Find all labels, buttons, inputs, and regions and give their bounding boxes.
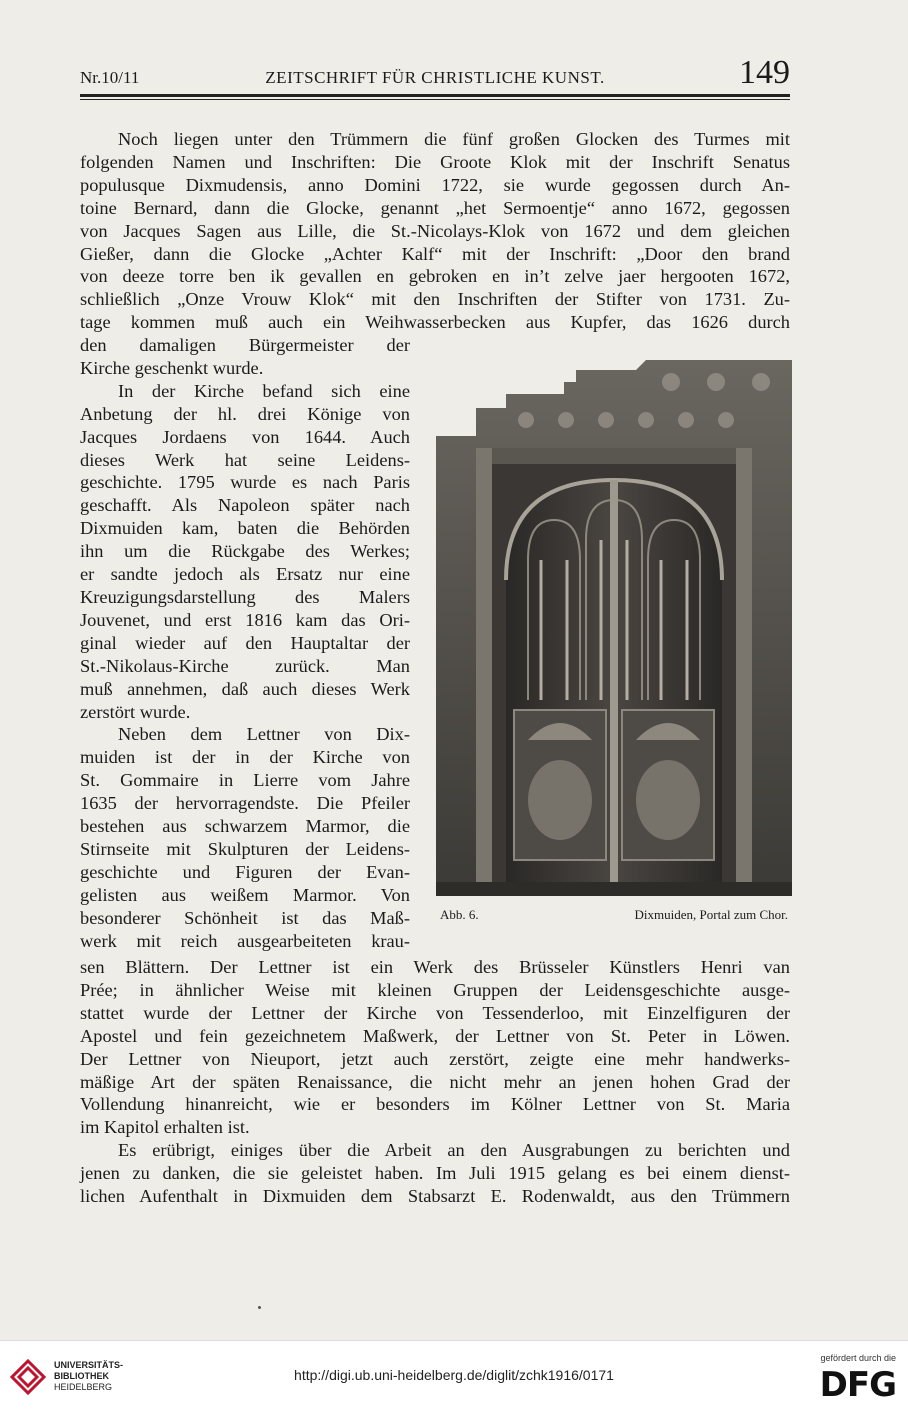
text-line: Vollendung hinanreicht, wie er besonders im Kölner Lettner von St. Maria [80, 1094, 790, 1115]
text-line: muß annehmen, daß auch dieses Werk [80, 678, 410, 699]
figure-label: Abb. 6. [440, 907, 479, 922]
text-line: Prée; in ähnlicher Weise mit kleinen Gruppen der Leidensgeschichte ausge- [80, 979, 790, 1000]
text-line: Neben dem Lettner von Dix- [118, 724, 410, 745]
text-line: toine Bernard, dann die Glocke, genannt „het Sermoentje“ anno 1672, gegossen [80, 197, 790, 218]
text-line: gelisten aus weißem Marmor. Von [80, 884, 410, 905]
text-line: ginal wieder auf den Hauptaltar der [80, 632, 410, 653]
text-line: Stirnseite mit Skulpturen der Leidens- [80, 838, 410, 859]
figure-caption [436, 907, 792, 925]
header-rule-thick [80, 94, 790, 97]
dfg-logo: DFG [819, 1365, 896, 1405]
text-line: von deeze torre ben ik gevallen en gebroken en in’t zelve jaer hergooten 1672, [80, 266, 790, 287]
text-line: Anbetung der hl. drei Könige von [80, 403, 410, 424]
library-line-3: HEIDELBERG [54, 1382, 113, 1392]
text-line: populusque Dixmudensis, anno Domini 1722, sie wurde gegossen durch An- [80, 174, 790, 195]
paragraph-bells [80, 128, 790, 334]
text-line: geschichte und Figuren der Evan- [80, 861, 410, 882]
text-line: werk mit reich ausgearbeiteten krau- [80, 930, 410, 951]
header-rule-thin [80, 99, 790, 100]
text-line: Noch liegen unter den Trümmern die fünf großen Glocken des Turmes mit [118, 129, 790, 149]
text-line: geschichte. 1795 wurde es nach Paris [80, 472, 410, 493]
viewer-footer [0, 1340, 908, 1412]
text-line: Jouvenet, und erst 1816 kam das Ori- [80, 609, 410, 630]
text-line: St.-Nikolaus-Kirche zurück. Man [80, 655, 410, 676]
text-line: stattet wurde der Lettner der Kirche von Tessenderloo, mit Einzelfiguren der [80, 1002, 790, 1023]
print-speck [258, 1306, 261, 1309]
library-line-1: UNIVERSITÄTS- [54, 1360, 124, 1370]
text-line: 1635 der hervorragendste. Die Pfeiler [80, 793, 410, 814]
text-line: lichen Aufenthalt in Dixmuiden dem Stabsarzt E. Rodenwaldt, aus den Trümmern [80, 1186, 790, 1207]
permalink-url[interactable]: http://digi.ub.uni-heidelberg.de/diglit/zchk1916/0171 [294, 1367, 614, 1383]
text-line: tage kommen muß auch ein Weihwasserbecken aus Kupfer, das 1626 durch [80, 312, 790, 333]
journal-title: ZEITSCHRIFT FÜR CHRISTLICHE KUNST. [265, 68, 605, 87]
text-line: von Jacques Sagen aus Lille, die St.-Nicolays-Klok von 1672 und dem gleichen [80, 220, 790, 241]
text-line: Der Lettner von Nieuport, jetzt auch zerstört, zeigte eine mehr handwerks- [80, 1048, 790, 1069]
text-line: geschafft. Als Napoleon später nach [80, 495, 410, 516]
text-line: In der Kirche befand sich eine [118, 380, 410, 401]
text-line: Kreuzigungsdarstellung des Malers [80, 586, 410, 607]
text-line: folgenden Namen und Inschriften: Die Groote Klok mit der Inschrift Senatus [80, 151, 790, 172]
text-line: dieses Werk hat seine Leidens- [80, 449, 410, 470]
text-line: zerstört wurde. [80, 701, 191, 722]
text-line: Apostel und fein gezeichnetem Maßwerk, der Lettner von St. Peter in Löwen. [80, 1025, 790, 1046]
portal-photograph [436, 360, 792, 896]
text-line: St. Gommaire in Lierre vom Jahre [80, 770, 410, 791]
text-line: sen Blättern. Der Lettner ist ein Werk des Brüsseler Künstlers Henri van [80, 957, 790, 977]
figure-caption-text: Dixmuiden, Portal zum Chor. [634, 907, 788, 922]
running-header [80, 54, 790, 94]
text-line: Gießer, dann die Glocke „Achter Kalf“ mit der Inschrift: „Door den brand [80, 243, 790, 264]
issue-number: Nr.10/11 [80, 68, 140, 87]
text-line: schließlich „Onze Vrouw Klok“ mit den Inschriften der Stifter von 1731. Zu- [80, 289, 790, 310]
text-line: den damaligen Bürgermeister der [80, 335, 410, 355]
text-line: im Kapitol erhalten ist. [80, 1117, 250, 1138]
column-text [80, 334, 410, 952]
text-line: Dixmuiden kam, baten die Behörden [80, 518, 410, 539]
text-line: bestehen aus schwarzem Marmor, die [80, 816, 410, 837]
text-line: er sandte jedoch als Ersatz nur eine [80, 564, 410, 585]
text-line: muiden ist der in der Kirche von [80, 747, 410, 768]
library-line-2: BIBLIOTHEK [54, 1371, 109, 1381]
paragraph-lettner [80, 956, 790, 1208]
page-number: 149 [739, 54, 790, 91]
text-line: Es erübrigt, einiges über die Arbeit an den Ausgrabungen zu berichten und [118, 1140, 790, 1161]
text-line: ihn um die Rückgabe des Werkes; [80, 541, 410, 562]
text-line: besonderer Schönheit ist das Maß- [80, 907, 410, 928]
text-line: Kirche geschenkt wurde. [80, 357, 264, 378]
funder-label: gefördert durch die [820, 1353, 896, 1363]
text-line: Jacques Jordaens von 1644. Auch [80, 426, 410, 447]
text-line: mäßige Art der späten Renaissance, die nicht mehr an jenen hohen Grad der [80, 1071, 790, 1092]
text-line: jenen zu danken, die sie geleistet haben. Im Juli 1915 gelang es bei einem dienst- [80, 1163, 790, 1184]
